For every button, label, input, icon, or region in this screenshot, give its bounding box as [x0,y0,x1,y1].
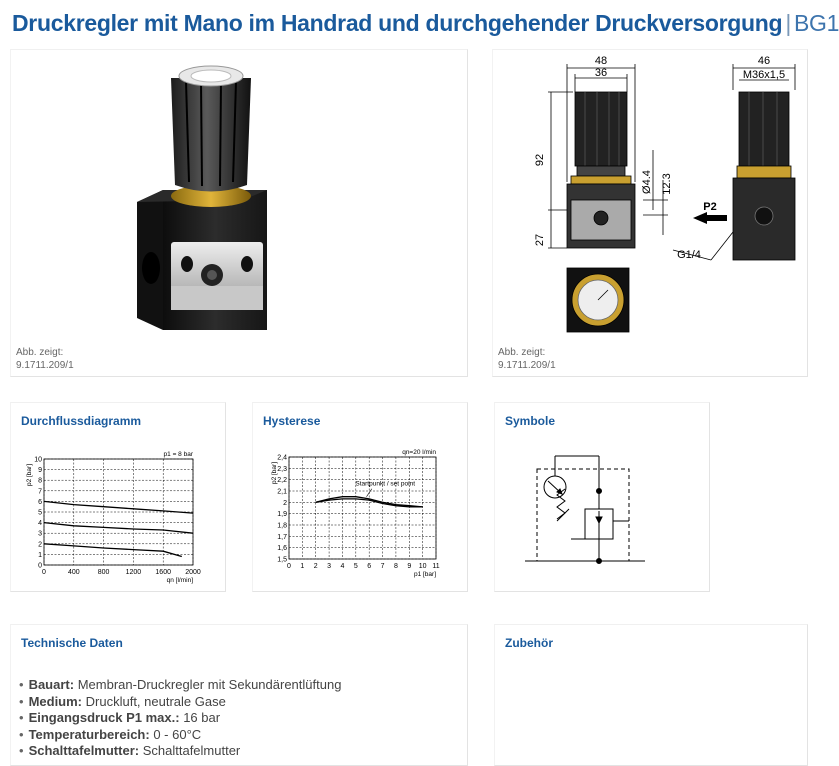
tech-item-value: 16 bar [183,710,221,725]
tech-item [19,743,341,760]
drawing-caption [498,346,556,372]
x-tick-label: 1600 [155,569,171,576]
x-tick-label: 400 [67,569,80,576]
x-tick-label: 8 [393,563,398,570]
dimension-drawing [493,50,807,340]
photo-caption-code: 9.1711.209/1 [16,360,74,371]
series-line [316,497,423,507]
tech-item-value: Membran-Druckregler mit Sekundärentlüftung [77,677,342,692]
page-title-text: Druckregler mit Mano im Handrad und durchgehender Druckversorgung [12,10,783,36]
dim-width-inner: 36 [594,67,608,79]
title-separator: | [785,10,791,36]
tech-item-key: Bauart: [28,677,75,692]
y-tick-label: 2 [38,541,42,549]
x-tick-label: 1 [300,563,305,570]
x-tick-label: 9 [407,563,412,570]
photo-caption [16,346,74,372]
product-photo-panel [10,49,468,377]
symbols-panel [494,402,710,592]
series-line [44,501,193,513]
tech-data-panel [10,624,468,766]
flow-diagram-heading: Durchflussdiagramm [21,414,142,428]
hysteresis-heading: Hysterese [263,414,321,428]
x-tick-label: 7 [380,563,385,570]
x-axis-label: qn [l/min] [166,577,193,584]
tech-item-value: Schalttafelmutter [142,743,241,758]
x-tick-label: 1200 [125,569,142,576]
x-tick-label: 3 [327,563,332,570]
drawing-caption-label: Abb. zeigt: [498,347,546,358]
y-tick-label: 2,1 [277,488,287,496]
dim-offset: 12.3 [661,173,673,195]
x-axis-label: p1 [bar] [413,571,436,578]
hysteresis-chart [253,441,467,591]
photo-caption-label: Abb. zeigt: [16,347,64,358]
y-tick-label: 2 [283,499,287,507]
y-tick-label: 6 [38,498,42,506]
flow-chart [11,441,225,591]
tech-data-list [19,677,341,760]
dim-height-top: 92 [534,153,546,167]
tech-item-key: Medium: [28,693,83,709]
y-tick-label: 5 [38,509,42,517]
drawing-caption-code: 9.1711.209/1 [498,360,556,371]
x-tick-label: 2 [313,563,318,570]
x-tick-label: 2000 [185,569,201,576]
dim-side-width: 46 [757,55,771,67]
y-axis-label: p2 [bar] [26,463,33,487]
x-tick-label: 11 [432,563,440,570]
y-tick-label: 4 [38,520,42,528]
dim-diameter: Ø4.4 [641,170,653,194]
x-tick-label: 0 [287,563,291,570]
plot-frame [289,457,436,559]
page-title [12,10,839,37]
y-tick-label: 1,9 [277,511,287,519]
x-tick-label: 10 [418,563,427,570]
y-tick-label: 1,7 [277,533,287,541]
chart-annotation: p1 = 8 bar [163,451,193,458]
tech-item-value: Druckluft, neutrale Gase [85,693,226,709]
x-tick-label: 800 [97,569,110,576]
product-photo [11,50,467,340]
dim-width-outer: 48 [594,55,608,67]
y-tick-label: 7 [38,488,42,496]
y-tick-label: 2,2 [277,477,287,485]
flow-diagram-panel [10,402,226,592]
y-tick-label: 10 [34,456,42,464]
tech-data-heading: Technische Daten [21,636,123,650]
chart-annotation: qn=20 l/min [402,449,436,456]
dim-thread-nut: M36x1,5 [742,69,786,81]
x-tick-label: 5 [353,563,358,570]
dim-height-bottom: 27 [534,233,546,247]
y-tick-label: 0 [38,562,42,570]
y-tick-label: 3 [38,530,42,538]
accessories-heading: Zubehör [505,636,553,650]
tech-item-value: 0 - 60°C [153,726,202,742]
dim-port-label: P2 [703,201,717,213]
y-tick-label: 2,4 [277,454,287,462]
tech-item [19,710,341,727]
y-tick-label: 1,5 [277,556,287,564]
y-tick-label: 1,6 [277,545,287,553]
x-tick-label: 6 [367,563,372,570]
series-code: BG1 [794,10,839,36]
y-axis-label: p2 [bar] [271,461,278,485]
tech-item [19,677,341,694]
y-tick-label: 8 [38,477,42,485]
x-tick-label: 4 [340,563,345,570]
y-tick-label: 1 [38,551,42,559]
tech-item [19,694,341,711]
accessories-panel [494,624,808,766]
x-tick-label: 0 [42,569,46,576]
tech-item-key: Temperaturbereich: [28,726,150,742]
dim-port-thread: G1/4 [677,249,701,261]
pneumatic-symbol [495,451,709,591]
y-tick-label: 2,3 [277,465,287,473]
y-tick-label: 9 [38,467,42,475]
hysteresis-panel [252,402,468,592]
symbols-heading: Symbole [505,414,556,428]
tech-item-key: Schalttafelmutter: [28,743,140,758]
dimension-drawing-panel [492,49,808,377]
y-tick-label: 1,8 [277,522,287,530]
series-line [44,523,193,534]
tech-item [19,727,341,744]
set-point-label: Startpunkt / set point [355,480,416,488]
tech-item-key: Eingangsdruck P1 max.: [28,710,180,725]
